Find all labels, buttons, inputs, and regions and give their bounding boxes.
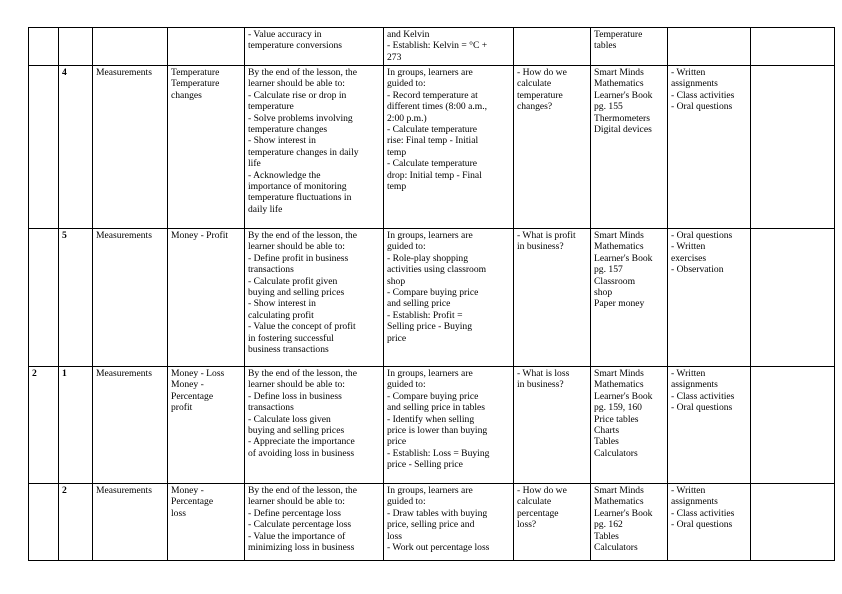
reflection-cell [751,28,835,66]
assessment-cell [668,66,751,229]
cell-line: Classroom [594,275,636,287]
reflection-cell [751,66,835,229]
cell-line: business transactions [248,344,329,356]
cell-line: temperature [517,89,563,101]
cell-line: temperature changes in daily [248,146,359,158]
cell-line: - How do we [517,67,567,78]
cell-line: price, selling price and [387,519,475,531]
cell-line: - Class activities [671,507,735,519]
cell-line: Paper money [594,298,645,310]
cell-line: buying and selling prices [248,425,345,437]
cell-line: - Define profit in business [248,252,349,264]
learning-experiences-cell [384,484,514,561]
table-row [29,484,835,561]
cell-line: in business? [517,241,564,253]
week-cell: 2 [29,367,59,484]
cell-line: learner should be able to: [248,379,345,391]
cell-line: in business? [517,379,564,391]
cell-line: - Value the importance of [248,530,346,542]
learning-experiences-cell [384,367,514,484]
cell-line: transactions [248,264,294,276]
cell-line: activities using classroom [387,264,487,276]
cell-line: Learner's Book [594,507,653,519]
cell-line: In groups, learners are [387,368,473,379]
week-cell [29,66,59,229]
cell-line: assignments [671,496,718,508]
cell-line: temp [387,181,407,193]
cell-line: In groups, learners are [387,67,473,78]
cell-line: - Appreciate the importance [248,436,355,448]
table-row [29,66,835,229]
reflection-cell [751,229,835,367]
cell-line: temperature fluctuations in [248,192,352,204]
cell-line: - Calculate loss given [248,413,331,425]
cell-line: - Calculate profit given [248,275,338,287]
cell-line: - Oral questions [671,519,733,531]
cell-line: learner should be able to: [248,241,345,253]
cell-line: shop [594,287,613,299]
lesson-cell: 2 [59,484,93,561]
cell-line: Learner's Book [594,252,653,264]
cell-line: - Establish: Loss = Buying [387,447,490,459]
cell-line: and Kelvin [387,29,430,40]
resources-cell [591,367,668,484]
cell-line: Smart Minds [594,485,644,496]
reflection-cell [751,484,835,561]
cell-line: - Oral questions [671,101,733,113]
cell-line: price [387,436,407,448]
strand-cell: Measurements [93,367,168,484]
lesson-cell: 1 [59,367,93,484]
sub-strand-cell [168,484,245,561]
resources-cell [591,229,668,367]
table-row [29,28,835,66]
cell-line: - Draw tables with buying [387,507,488,519]
scheme-of-work-table [28,27,835,561]
cell-line: 273 [387,51,402,63]
assessment-cell [668,484,751,561]
cell-line: - Acknowledge the [248,169,321,181]
cell-line: Learner's Book [594,390,653,402]
cell-line: Money - Profit [171,230,229,241]
cell-line: Thermometers [594,112,650,124]
week-cell [29,229,59,367]
inquiry-question-cell [514,484,591,561]
cell-line: pg. 162 [594,519,623,531]
cell-line: rise: Final temp - Initial [387,135,479,147]
cell-line: Percentage [171,496,214,508]
cell-line: learner should be able to: [248,78,345,90]
cell-line: pg. 155 [594,101,623,113]
cell-line: calculating profit [248,309,314,321]
week-cell [29,484,59,561]
cell-line: assignments [671,78,718,90]
table-body [29,28,835,561]
cell-line: minimizing loss in business [248,542,355,554]
cell-line: - Written [671,241,706,253]
strand-cell: Measurements [93,66,168,229]
learning-outcomes-cell [245,28,384,66]
cell-line: In groups, learners are [387,230,473,241]
cell-line: - Value the concept of profit [248,321,356,333]
learning-outcomes-cell [245,229,384,367]
cell-line: - Calculate temperature [387,124,478,136]
cell-line: Calculators [594,542,638,554]
strand-cell: Measurements [93,229,168,367]
cell-line: - Oral questions [671,230,733,241]
cell-line: loss [387,530,402,542]
cell-line: of avoiding loss in business [248,447,355,459]
cell-line: - Observation [671,264,724,276]
assessment-cell [668,28,751,66]
cell-line: - Oral questions [671,402,733,414]
cell-line: guided to: [387,78,426,90]
table-row [29,367,835,484]
cell-line: pg. 159, 160 [594,402,642,414]
cell-line: tables [594,40,617,52]
cell-line: - Calculate temperature [387,158,478,170]
cell-line: life [248,158,261,170]
table-row [29,229,835,367]
learning-experiences-cell [384,28,514,66]
cell-line: - Class activities [671,390,735,402]
cell-line: - Role-play shopping [387,252,469,264]
assessment-cell [668,229,751,367]
assessment-cell [668,367,751,484]
cell-line: Calculators [594,447,638,459]
lesson-cell: 4 [59,66,93,229]
cell-line: Charts [594,425,620,437]
cell-line: price [387,332,407,344]
cell-line: Selling price - Buying [387,321,472,333]
learning-outcomes-cell [245,484,384,561]
cell-line: Price tables [594,413,639,425]
cell-line: Mathematics [594,78,644,90]
cell-line: - Record temperature at [387,89,478,101]
cell-line: Smart Minds [594,67,644,78]
cell-line: - Calculate percentage loss [248,519,352,531]
cell-line: - Value accuracy in [248,29,322,40]
cell-line: guided to: [387,496,426,508]
lesson-cell: 5 [59,229,93,367]
cell-line: By the end of the lesson, the [248,67,357,78]
cell-line: - Calculate rise or drop in [248,89,347,101]
cell-line: learner should be able to: [248,496,345,508]
cell-line: calculate [517,496,552,508]
cell-line: Money - [171,485,204,496]
cell-line: and selling price in tables [387,402,486,414]
cell-line: temperature conversions [248,40,343,52]
cell-line: Mathematics [594,241,644,253]
cell-line: daily life [248,203,283,215]
cell-line: Temperature [171,67,220,78]
resources-cell [591,28,668,66]
cell-line: and selling price [387,298,451,310]
cell-line: - Written [671,368,706,379]
cell-line: - Written [671,67,706,78]
cell-line: pg. 157 [594,264,623,276]
cell-line: Money - Loss [171,368,225,379]
cell-line: - Identify when selling [387,413,475,425]
cell-line: - Solve problems involving [248,112,353,124]
strand-cell: Measurements [93,484,168,561]
cell-line: assignments [671,379,718,391]
strand-cell [93,28,168,66]
cell-line: - Establish: Kelvin = °C + [387,40,488,52]
resources-cell [591,66,668,229]
inquiry-question-cell [514,367,591,484]
cell-line: percentage [517,507,559,519]
cell-line: Temperature [171,78,220,90]
cell-line: loss [171,507,186,519]
sub-strand-cell [168,28,245,66]
cell-line: Money - [171,379,204,391]
learning-outcomes-cell [245,367,384,484]
cell-line: drop: Initial temp - Final [387,169,482,181]
cell-line: - Written [671,485,706,496]
learning-outcomes-cell [245,66,384,229]
cell-line: - Work out percentage loss [387,542,490,554]
cell-line: - Show interest in [248,298,316,310]
cell-line: - What is profit [517,230,576,241]
learning-experiences-cell [384,229,514,367]
cell-line: - Define percentage loss [248,507,341,519]
sub-strand-cell [168,66,245,229]
cell-line: Tables [594,436,619,448]
cell-line: buying and selling prices [248,287,345,299]
cell-line: Digital devices [594,124,652,136]
cell-line: Smart Minds [594,368,644,379]
resources-cell [591,484,668,561]
cell-line: in fostering successful [248,332,334,344]
inquiry-question-cell [514,229,591,367]
cell-line: - What is loss [517,368,570,379]
sub-strand-cell [168,229,245,367]
cell-line: Smart Minds [594,230,644,241]
cell-line: - Class activities [671,89,735,101]
cell-line: Learner's Book [594,89,653,101]
cell-line: changes [171,89,202,101]
cell-line: By the end of the lesson, the [248,485,357,496]
cell-line: guided to: [387,241,426,253]
cell-line: By the end of the lesson, the [248,230,357,241]
cell-line: transactions [248,402,294,414]
lesson-cell [59,28,93,66]
cell-line: calculate [517,78,552,90]
cell-line: profit [171,402,193,414]
cell-line: temperature [248,101,294,113]
cell-line: In groups, learners are [387,485,473,496]
cell-line: - Compare buying price [387,390,479,402]
cell-line: loss? [517,519,537,531]
inquiry-question-cell [514,28,591,66]
cell-line: shop [387,275,406,287]
cell-line: different times (8:00 a.m., [387,101,487,113]
cell-line: - Compare buying price [387,287,479,299]
cell-line: Percentage [171,390,214,402]
cell-line: importance of monitoring [248,181,347,193]
sub-strand-cell [168,367,245,484]
reflection-cell [751,367,835,484]
cell-line: price - Selling price [387,459,463,471]
inquiry-question-cell [514,66,591,229]
cell-line: Mathematics [594,496,644,508]
cell-line: temp [387,146,407,158]
cell-line: exercises [671,252,707,264]
cell-line: - How do we [517,485,567,496]
cell-line: - Show interest in [248,135,316,147]
cell-line: price is lower than buying [387,425,488,437]
cell-line: - Define loss in business [248,390,342,402]
learning-experiences-cell [384,66,514,229]
cell-line: - Establish: Profit = [387,309,463,321]
cell-line: 2:00 p.m.) [387,112,427,124]
cell-line: guided to: [387,379,426,391]
cell-line: changes? [517,101,553,113]
cell-line: temperature changes [248,124,328,136]
cell-line: Temperature [594,29,643,40]
cell-line: Mathematics [594,379,644,391]
week-cell [29,28,59,66]
cell-line: Tables [594,530,619,542]
cell-line: By the end of the lesson, the [248,368,357,379]
